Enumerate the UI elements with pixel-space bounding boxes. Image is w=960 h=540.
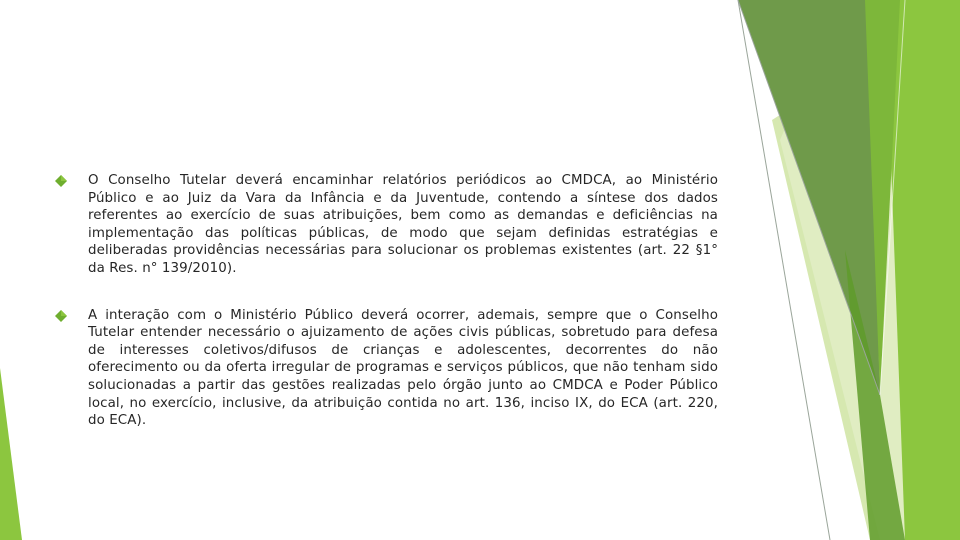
bullet-item-1 [54, 172, 718, 278]
bullet-text-2: A interação com o Ministério Público deverá ocorrer, ademais, sempre que o Conselho Tutelar entender necessário o ajuizamento de ações civis públicas, sobretudo para defesa de interesses coletivos/difusos de crianças e adolescentes, decorrentes do não oferecimento ou da oferta irregular de programas e serviços públicos, que não tenham sido solucionadas a partir das gestões realizadas pelo órgão junto ao CMDCA e Poder Público local, no exercício, inclusive, da atribuição contida no art. 136, inciso IX, do ECA (art. 220, do ECA). [88, 307, 718, 429]
bullet-item-2 [54, 307, 718, 430]
left-green-wedge [0, 368, 22, 540]
bullet-text-1: O Conselho Tutelar deverá encaminhar relatórios periódicos ao CMDCA, ao Ministério Público e ao Juiz da Vara da Infância e da Juventude, contendo a síntese dos dados referentes ao exercício de suas atribuições, bem como as demandas e deficiências na implementação das políticas públicas, de modo que sejam definidas estratégias e deliberadas providências necessárias para solucionar os problemas existentes (art. 22 §1° da Res. n° 139/2010). [88, 173, 718, 276]
bullet-list [54, 172, 718, 459]
diamond-bullet-icon [54, 174, 68, 188]
diamond-bullet-icon [54, 309, 68, 323]
